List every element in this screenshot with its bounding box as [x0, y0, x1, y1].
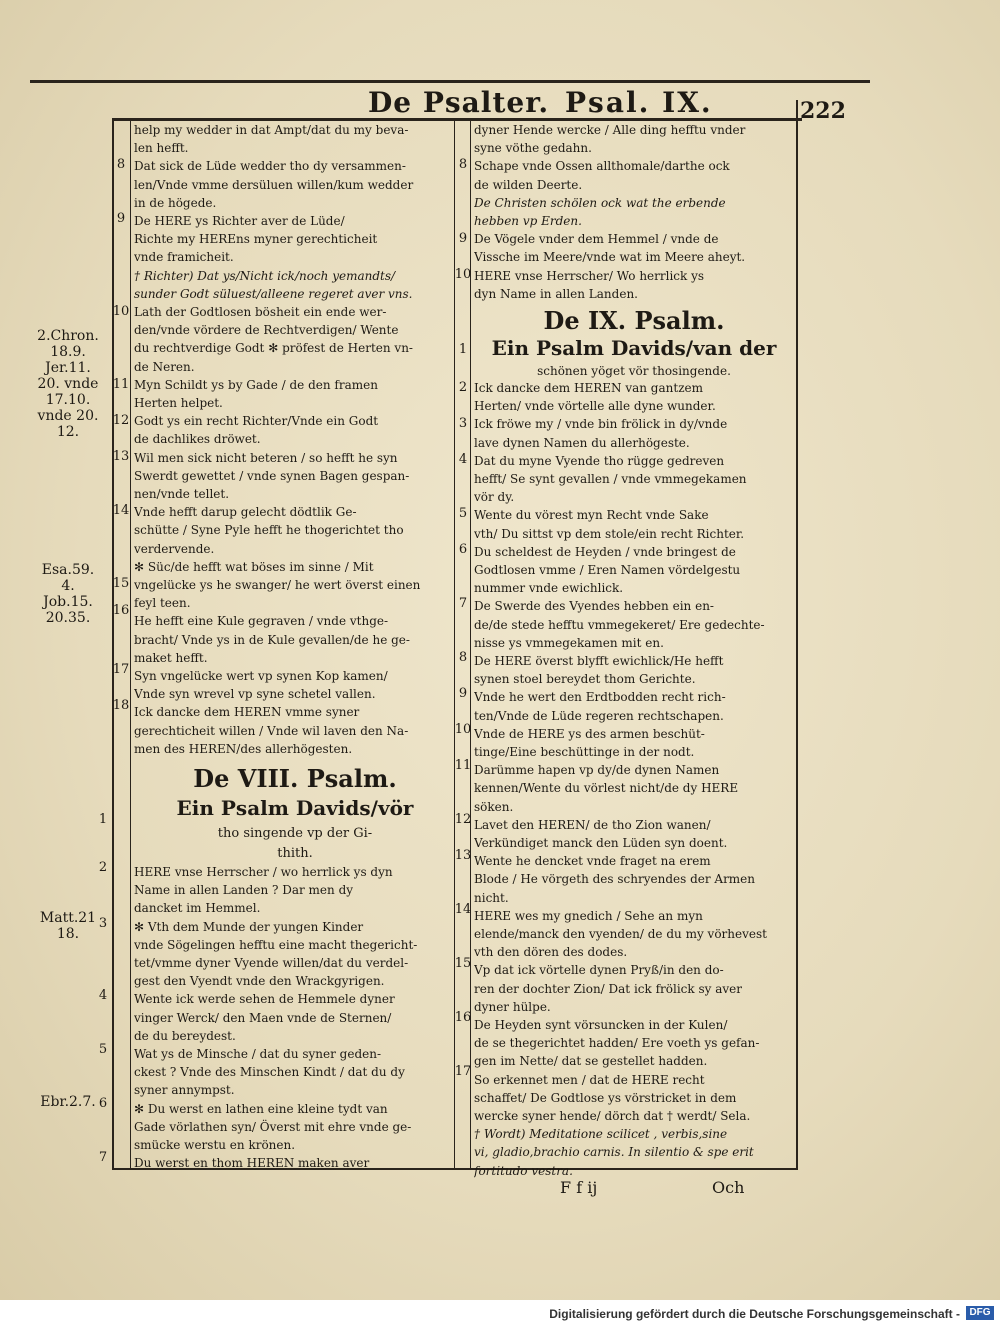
- text-line: Vnde hefft darup gelecht dödtlik Ge-: [134, 505, 357, 520]
- verse-number: 12: [112, 413, 130, 428]
- text-line: du rechtverdige Godt ✻ pröfest de Herten vn-: [134, 341, 413, 356]
- text-line: Schape vnde Ossen allthomale/darthe ock: [474, 159, 730, 174]
- text-line: Dat sick de Lüde wedder tho dy versammen-: [134, 159, 406, 174]
- text-line: hefft/ Se synt gevallen / vnde vmmegekamen: [474, 472, 747, 486]
- text-line: in de högede.: [134, 195, 217, 210]
- text-line: Ick dancke dem HEREN van gantzem: [474, 381, 703, 395]
- text-line: synen stoel bereydet thom Gerichte.: [474, 672, 696, 687]
- psalm8-subtitle-line3: thith.: [277, 846, 313, 861]
- text-line: nicht.: [474, 890, 509, 905]
- text-line: Verkündiget manck den Lüden syn doent.: [474, 836, 728, 850]
- text-line: Wente ick werde sehen de Hemmele dyner: [134, 992, 395, 1007]
- text-line: De Swerde des Vyendes hebben ein en-: [474, 599, 714, 614]
- verse-number: 9: [458, 686, 468, 701]
- text-line: So erkennet men / dat de HERE recht: [474, 1072, 705, 1087]
- text-line: De HERE ys Richter aver de Lüde/: [134, 214, 345, 228]
- text-line: elende/manck den vyenden/ de du my vörhevest: [474, 927, 767, 941]
- text-line: vör dy.: [474, 490, 515, 505]
- running-psalm-number: Psal. IX.: [565, 86, 713, 119]
- psalm8-subtitle-line2: tho singende vp der Gi-: [217, 826, 373, 841]
- text-line: syne vöthe gedahn.: [474, 141, 592, 156]
- text-line: söken.: [474, 799, 514, 814]
- text-line: hebben vp Erden.: [474, 214, 582, 228]
- text-line: HERE vnse Herrscher/ Wo herrlick ys: [474, 268, 705, 283]
- running-title: De Psalter.: [368, 86, 550, 119]
- verse-number: 11: [112, 377, 130, 392]
- text-line: Herten helpet.: [134, 396, 223, 410]
- verse-number: 10: [112, 304, 130, 319]
- text-line: smücke werstu en krönen.: [134, 1138, 296, 1152]
- text-line: bracht/ Vnde ys in de Kule gevallen/de he ge-: [134, 632, 410, 647]
- text-line: De Vögele vnder dem Hemmel / vnde de: [474, 232, 719, 247]
- text-line: Du werst en thom HEREN maken aver: [134, 1156, 370, 1171]
- psalm9-subtitle: Ein Psalm Davids/van der: [491, 336, 777, 360]
- verse-number: 14: [454, 902, 472, 917]
- psalm9-subtitle-line2: schönen yöget vör thosingende.: [537, 364, 731, 378]
- text-line: de du bereydest.: [134, 1028, 236, 1043]
- text-line: ten/Vnde de Lüde regeren rechtschapen.: [474, 708, 724, 723]
- verse-number: 10: [454, 267, 472, 282]
- text-line: de wilden Deerte.: [474, 177, 583, 192]
- text-line: Name in allen Landen ? Dar men dy: [134, 883, 354, 898]
- verse-number: 14: [112, 503, 130, 518]
- text-line: Wente du vörest myn Recht vnde Sake: [474, 508, 709, 523]
- verse-number: 7: [458, 596, 468, 611]
- text-line: nen/vnde tellet.: [134, 487, 230, 501]
- text-line: vi, gladio,brachio carnis. In silentio & spe erit: [474, 1145, 754, 1160]
- text-line: dancket im Hemmel.: [134, 901, 261, 916]
- text-line: De HERE överst blyfft ewichlick/He hefft: [474, 654, 724, 668]
- verse-number: 2: [98, 860, 108, 875]
- verse-number: 10: [454, 722, 472, 737]
- verse-number: 16: [112, 603, 130, 618]
- text-line: schaffet/ De Godtlose ys vörstricket in dem: [474, 1090, 737, 1105]
- margin-ref: 2.Chron. 18.9. Jer.11. 20. vnde 17.10. vnde 20. 12.: [37, 328, 99, 440]
- text-line: Lavet den HEREN/ de tho Zion wanen/: [474, 817, 711, 832]
- text-line: vth/ Du sittst vp dem stole/ein recht Richter.: [474, 526, 745, 541]
- verse-number: 5: [98, 1042, 108, 1057]
- page-number: 222: [800, 98, 846, 124]
- text-line: lave dynen Namen du allerhögeste.: [474, 435, 690, 450]
- text-line: ✻ Vth dem Munde der yungen Kinder: [134, 919, 364, 934]
- text-line: gerechticheit willen / Vnde wil laven den Na-: [134, 723, 409, 738]
- text-line: len hefft.: [134, 141, 189, 156]
- text-line: men des HEREN/des allerhögesten.: [134, 741, 353, 756]
- text-line: de se thegerichtet hadden/ Ere voeth ys gefan-: [474, 1036, 760, 1051]
- text-line: Herten/ vnde vörtelle alle dyne wunder.: [474, 399, 716, 414]
- text-line: vngelücke ys he swanger/ he wert överst einen: [134, 578, 421, 592]
- text-line: † Wordt) Meditatione scilicet , verbis,sine: [474, 1127, 728, 1142]
- psalm8-title: De VIII. Psalm.: [193, 764, 397, 793]
- text-line: HERE wes my gnedich / Sehe an myn: [474, 908, 703, 923]
- text-line: ren der dochter Zion/ Dat ick frölick sy aver: [474, 981, 742, 996]
- text-line: Lath der Godtlosen bösheit ein ende wer-: [134, 305, 387, 319]
- verse-number: 1: [98, 812, 108, 827]
- text-line: maket hefft.: [134, 650, 208, 665]
- verse-number: 11: [454, 758, 472, 773]
- verse-number: 17: [454, 1064, 472, 1079]
- text-line: de Neren.: [134, 359, 195, 374]
- text-line: gest den Vyendt vnde den Wrackgyrigen.: [134, 974, 385, 989]
- text-line: Vnde he wert den Erdtbodden recht rich-: [474, 690, 726, 705]
- text-line: de/de stede hefftu vmmegekeret/ Ere gedechte-: [474, 617, 765, 632]
- text-line: Vp dat ick vörtelle dynen Pryß/in den do-: [474, 963, 724, 978]
- text-line: verdervende.: [134, 541, 215, 556]
- text-line: syner annympst.: [134, 1083, 235, 1098]
- verse-number: 17: [112, 662, 130, 677]
- text-line: Darümme hapen vp dy/de dynen Namen: [474, 763, 720, 778]
- verse-number: 3: [98, 916, 108, 931]
- text-line: Godtlosen vmme / Eren Namen vördelgestu: [474, 563, 741, 577]
- verse-number: 4: [98, 988, 108, 1003]
- verse-number: 9: [458, 231, 468, 246]
- verse-number: 15: [112, 576, 130, 591]
- text-line: dyner Hende wercke / Alle ding hefftu vnder: [474, 123, 746, 137]
- credit-bar: [0, 1300, 1000, 1327]
- text-line: Vnde de HERE ys des armen beschüt-: [474, 726, 705, 741]
- credit-text: Digitalisierung gefördert durch die Deutsche Forschungsgemeinschaft -: [549, 1307, 960, 1321]
- verse-number: 7: [98, 1150, 108, 1165]
- text-line: Ick fröwe my / vnde bin frölick in dy/vnde: [474, 417, 728, 432]
- text-line: He hefft eine Kule gegraven / vnde vthge-: [134, 614, 389, 629]
- margin-ref: Matt.21 18.: [39, 910, 97, 942]
- text-line: Vissche im Meere/vnde wat im Meere aheyt.: [474, 250, 746, 265]
- text-line: den/vnde vördere de Rechtverdigen/ Wente: [134, 323, 399, 338]
- text-line: ckest ? Vnde des Minschen Kindt / dat du dy: [134, 1065, 405, 1080]
- text-line: Dat du myne Vyende tho rügge gedreven: [474, 453, 725, 468]
- text-line: Wat ys de Minsche / dat du syner geden-: [134, 1047, 382, 1061]
- verse-number: 4: [458, 452, 468, 467]
- dfg-logo: DFG: [966, 1306, 994, 1320]
- text-line: Vnde syn wrevel vp syne schetel vallen.: [134, 687, 376, 702]
- text-line: kennen/Wente du vörlest nicht/de dy HERE: [474, 781, 739, 796]
- verse-number: 15: [454, 956, 472, 971]
- verse-number: 18: [112, 698, 130, 713]
- top-rule: [30, 80, 870, 83]
- text-line: vth den dören des dodes.: [474, 945, 628, 960]
- signature-mark: F f ij: [560, 1178, 598, 1197]
- text-line: schütte / Syne Pyle hefft he thogerichtet tho: [134, 523, 404, 538]
- text-line: Gade vörlathen syn/ Överst mit ehre vnde ge-: [134, 1119, 412, 1134]
- verse-number: 6: [98, 1096, 108, 1111]
- text-line: De Christen schölen ock wat the erbende: [474, 195, 726, 210]
- verse-number: 2: [458, 380, 468, 395]
- text-line: Richte my HEREns myner gerechticheit: [134, 232, 378, 247]
- text-line: gen im Nette/ dat se gestellet hadden.: [474, 1054, 708, 1069]
- text-line: Swerdt gewettet / vnde synen Bagen gespan-: [134, 468, 410, 483]
- text-line: dyn Name in allen Landen.: [474, 286, 638, 301]
- text-line: HERE vnse Herrscher / wo herrlick ys dyn: [134, 865, 393, 879]
- text-line: ✻ Du werst en lathen eine kleine tydt van: [134, 1101, 388, 1116]
- margin-ref: Ebr.2.7.: [40, 1094, 96, 1110]
- margin-ref: Esa.59. 4. Job.15. 20.35.: [41, 562, 95, 626]
- verse-number: 1: [458, 342, 468, 357]
- text-line: Blode / He vörgeth des schryendes der Armen: [474, 872, 756, 887]
- verse-number: 8: [116, 157, 126, 172]
- text-line: nisse ys vmmegekamen mit en.: [474, 635, 664, 650]
- text-line: sunder Godt süluest/alleene regeret aver vns.: [134, 286, 413, 301]
- text-line: vnde framicheit.: [134, 250, 234, 265]
- psalm9-title: De IX. Psalm.: [543, 306, 725, 335]
- text-line: Myn Schildt ys by Gade / de den framen: [134, 377, 378, 392]
- verse-number: 6: [458, 542, 468, 557]
- text-line: Godt ys ein recht Richter/Vnde ein Godt: [134, 414, 379, 429]
- text-line: vinger Werck/ den Maen vnde de Sternen/: [134, 1010, 392, 1025]
- text-line: wercke syner hende/ dörch dat † werdt/ Sela.: [474, 1109, 751, 1123]
- text-line: vnde Sögelingen hefftu eine macht thegericht-: [134, 937, 418, 952]
- text-line: † Richter) Dat ys/Nicht ick/noch yemandts/: [134, 268, 396, 283]
- text-line: tet/vmme dyner Vyende willen/dat du verdel-: [134, 956, 409, 970]
- text-line: ✻ Süc/de hefft wat böses im sinne / Mit: [134, 559, 374, 574]
- text-line: help my wedder in dat Ampt/dat du my beva-: [134, 123, 409, 137]
- text-line: Wil men sick nicht beteren / so hefft he syn: [134, 450, 398, 465]
- text-line: feyl teen.: [134, 596, 191, 611]
- outer-right-rule: [796, 100, 798, 1170]
- verse-number: 5: [458, 506, 468, 521]
- text-line: Du scheldest de Heyden / vnde bringest de: [474, 544, 736, 559]
- outer-left-rule: [112, 118, 114, 1170]
- verse-number: 3: [458, 416, 468, 431]
- verse-number: 16: [454, 1010, 472, 1025]
- verse-number: 13: [454, 848, 472, 863]
- text-line: nummer vnde ewichlick.: [474, 581, 624, 596]
- text-line: tinge/Eine beschüttinge in der nodt.: [474, 745, 695, 759]
- verse-number: 9: [116, 211, 126, 226]
- text-line: len/Vnde vmme dersüluen willen/kum wedder: [134, 177, 414, 192]
- verse-number: 13: [112, 449, 130, 464]
- text-line: Ick dancke dem HEREN vmme syner: [134, 705, 360, 720]
- left-verse-rule: [130, 120, 131, 1170]
- catchword: Och: [712, 1178, 745, 1197]
- text-line: Wente he dencket vnde fraget na erem: [474, 854, 711, 869]
- text-line: fortitudo vestra.: [474, 1163, 573, 1178]
- text-line: de dachlikes dröwet.: [134, 432, 261, 447]
- text-line: De Heyden synt vörsuncken in der Kulen/: [474, 1018, 728, 1032]
- verse-number: 8: [458, 157, 468, 172]
- verse-number: 12: [454, 812, 472, 827]
- text-line: Syn vngelücke wert vp synen Kop kamen/: [134, 669, 388, 683]
- psalm8-subtitle: Ein Psalm Davids/vör: [176, 796, 414, 820]
- verse-number: 8: [458, 650, 468, 665]
- text-line: dyner hülpe.: [474, 999, 551, 1014]
